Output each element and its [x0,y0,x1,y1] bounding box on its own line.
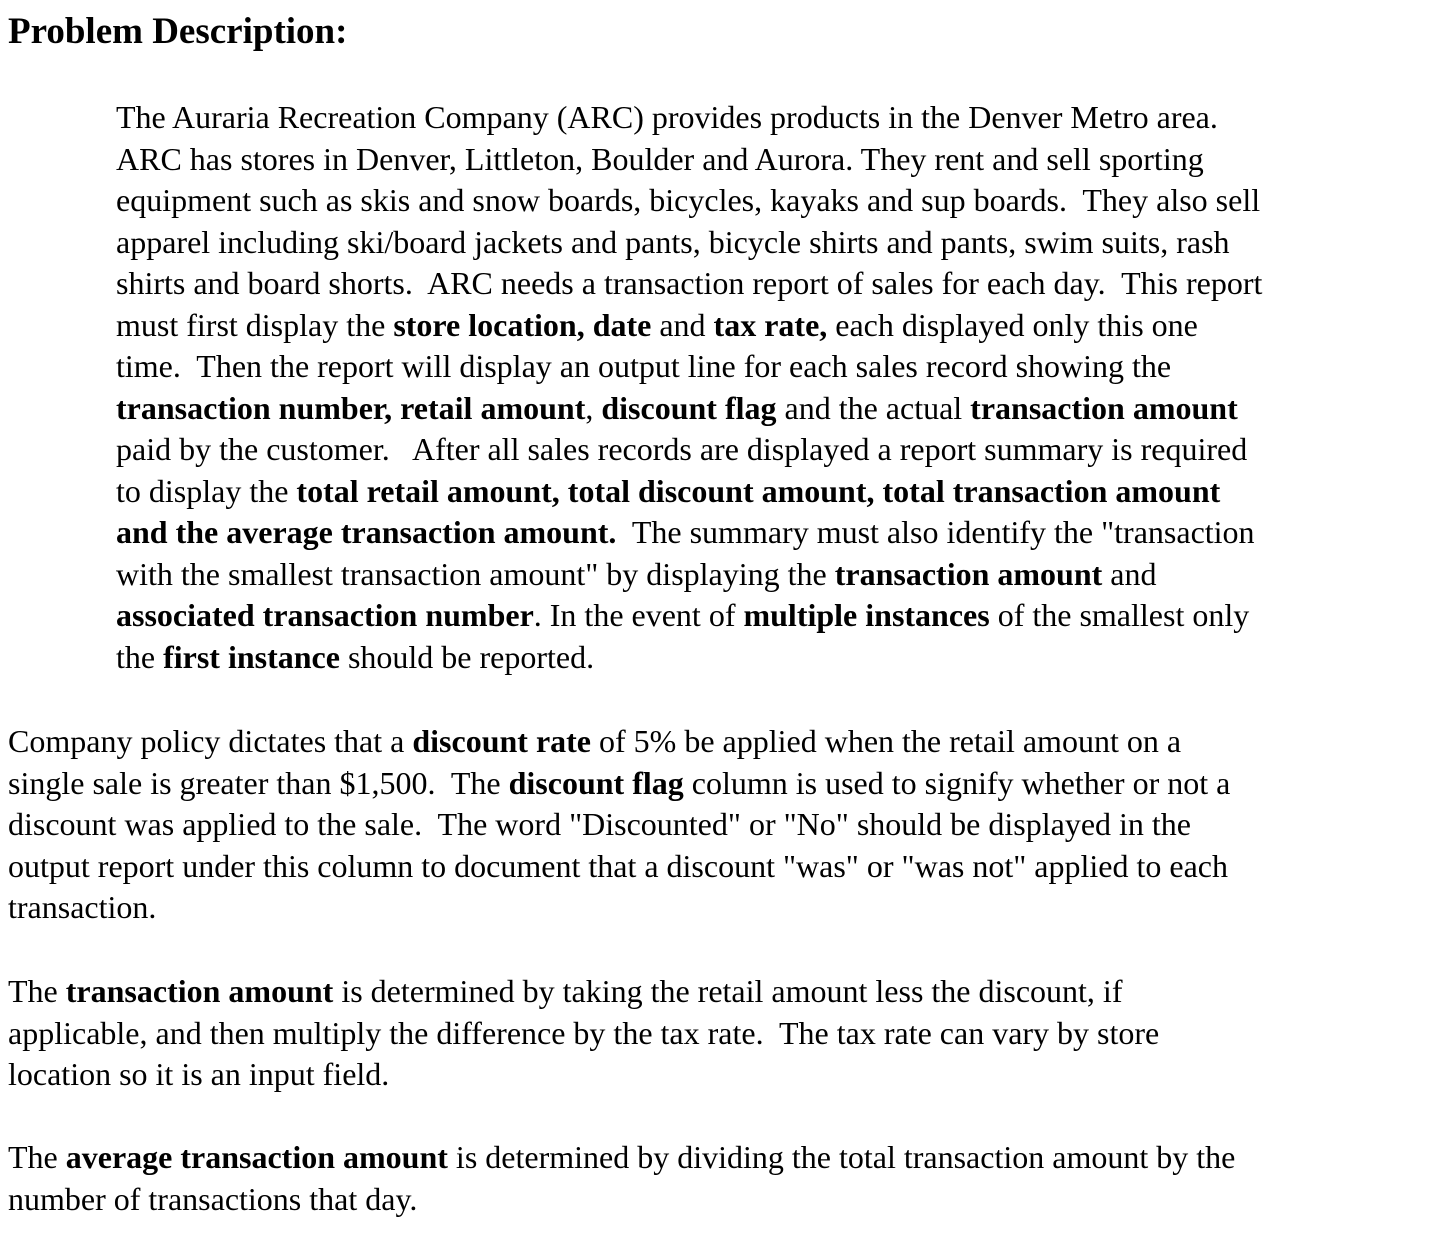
text-run: , [585,389,602,426]
text-run: discount was applied to the sale. The word "Discounted" or "No" should be displayed in the [8,806,1191,842]
page-title: Problem Description: [8,11,348,52]
text-run: applicable, and then multiply the difference by the tax rate. The tax rate can vary by store [8,1014,1160,1051]
text-run: The summary must also identify the "transaction [616,514,1255,550]
text-run: location so it is an input field. [8,1056,390,1092]
text-run: number of transactions that day. [8,1180,418,1217]
emphasized-text: transaction amount [970,389,1238,426]
emphasized-text: discount rate [412,723,591,759]
text-run: paid by the customer. After all sales records are displayed a report summary is required [116,431,1248,467]
text-run: must first display the [116,306,394,343]
intro-paragraph [116,97,1446,678]
emphasized-text: transaction number, retail amount [116,389,586,426]
emphasized-text: average transaction amount [65,1139,448,1175]
text-run: Company policy dictates that a [8,723,413,759]
text-run: The [8,1139,66,1175]
emphasized-text: associated transaction number [116,597,534,633]
emphasized-text: total retail amount, total discount amount, total transaction amount [296,472,1221,509]
emphasized-text: first instance [163,638,340,675]
emphasized-text: transaction amount [834,555,1103,592]
text-run: each displayed only this one [827,306,1198,343]
text-run: shirts and board shorts. ARC needs a transaction report of sales for each day. This report [116,265,1263,301]
text-run: is determined by dividing the total transaction amount by the [447,1139,1236,1175]
text-run: the [116,638,164,675]
text-run: should be reported. [339,638,595,675]
text-run: The Auraria Recreation Company (ARC) provides products in the Denver Metro area. [116,99,1218,135]
text-run: The [8,973,66,1009]
text-run: transaction. [8,889,157,925]
text-run: single sale is greater than $1,500. The [8,764,509,801]
text-run: of 5% be applied when the retail amount on a [591,723,1182,759]
text-run: with the smallest transaction amount" by displaying the [116,555,835,592]
emphasized-text: discount flag [601,389,777,426]
emphasized-text: store location, date [393,306,652,343]
text-run: equipment such as skis and snow boards, bicycles, kayaks and sup boards. They also sell [116,182,1261,218]
text-run: ARC has stores in Denver, Littleton, Boulder and Aurora. They rent and sell sporting [116,140,1204,177]
text-run: and the actual [776,389,971,426]
text-run: column is used to signify whether or not a [683,764,1231,801]
emphasized-text: discount flag [508,764,684,801]
emphasized-text: transaction amount [65,973,334,1009]
text-run: output report under this column to document that a discount "was" or "was not" applied to each [8,847,1228,884]
text-run: to display the [116,472,297,509]
average-amount-paragraph [8,1137,1428,1220]
emphasized-text: tax rate, [713,306,828,343]
emphasized-text: multiple instances [743,597,990,633]
text-run: apparel including ski/board jackets and pants, bicycle shirts and pants, swim suits, rash [116,223,1230,260]
text-run: and [651,306,714,343]
text-run: time. Then the report will display an output line for each sales record showing the [116,348,1172,384]
text-run: of the smallest only [989,597,1250,633]
discount-policy-paragraph [8,721,1428,929]
text-run: . In the event of [533,597,744,633]
emphasized-text: and the average transaction amount. [116,514,617,550]
transaction-amount-paragraph [8,971,1428,1096]
text-run: and [1102,555,1157,592]
text-run: is determined by taking the retail amount less the discount, if [333,973,1123,1009]
